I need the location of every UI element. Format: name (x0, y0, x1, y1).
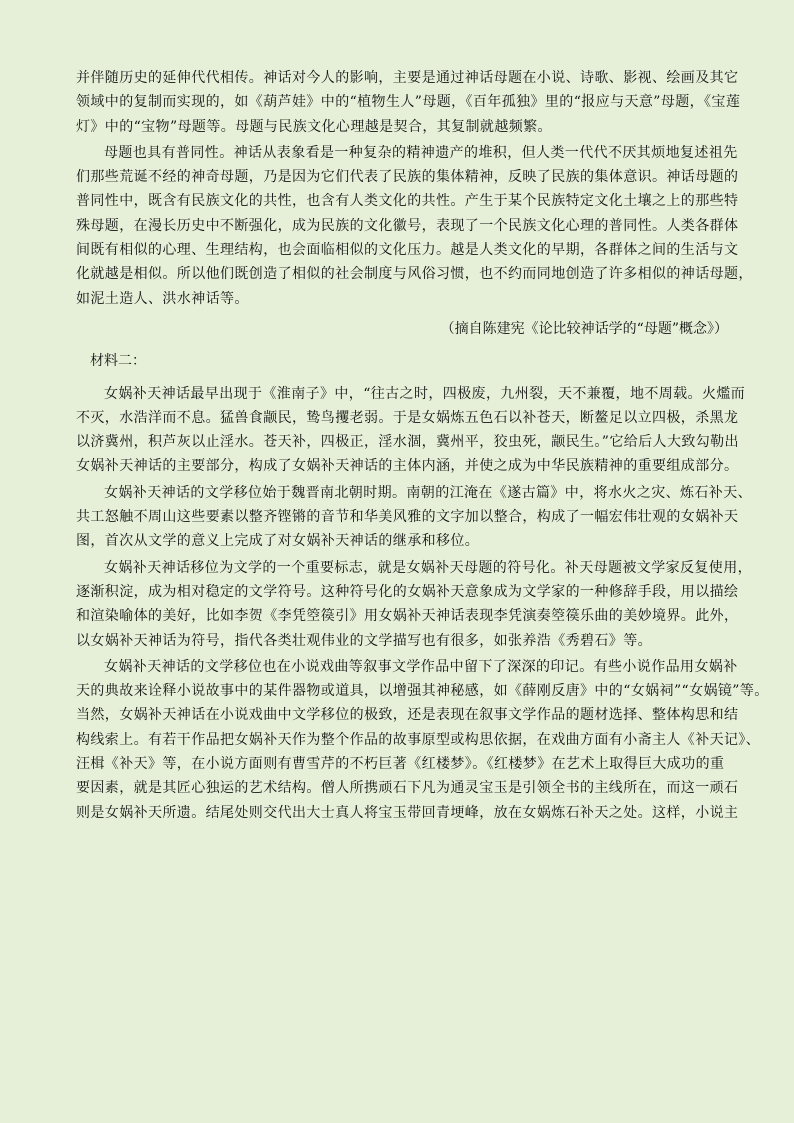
text-line: 和渲染喻体的美好，比如李贺《李凭箜篌引》用女娲补天神话表现李凭演奏箜篌乐曲的美妙境界。此外， (76, 608, 739, 625)
text-line: 图，首次从文学的意义上完成了对女娲补天神话的继承和移位。 (76, 533, 480, 550)
text-line: 女娲补天神话的文学移位也在小说戏曲等叙事文学作品中留下了深深的印记。有些小说作品用女娲补 (104, 658, 738, 675)
material2-paragraph-2 (76, 481, 752, 554)
material2-paragraph-1 (76, 382, 746, 479)
text-line: 普同性中，既含有民族文化的共性，也含有人类文化的共性。产生于某个民族特定文化土壤之上的那些特 (76, 193, 739, 210)
material2-paragraph-4 (76, 655, 769, 825)
text-line: 当然，女娲补天神话在小说戏曲中文学移位的极致，还是表现在叙事文学作品的题材选择、整体构思和结 (76, 707, 739, 724)
text-line: 间既有相似的心理、生理结构，也会面临相似的文化压力。越是人类文化的早期，各群体之间的生活与文 (76, 242, 739, 259)
text-line: 逐渐积淀，成为相对稳定的文学符号。这种符号化的女娲补天意象成为文学家的一种修辞手段，用以描绘 (76, 583, 739, 600)
text-line: 女娲补天神话的文学移位始于魏晋南北朝时期。南朝的江淹在《遂古篇》中，将水火之灾、炼石补天、 (104, 484, 752, 501)
text-line: 殊母题，在漫长历史中不断强化，成为民族的文化徽号，表现了一个民族文化心理的普同性。人类各群体 (76, 217, 739, 234)
text-line: 以女娲补天神话为符号，指代各类壮观伟业的文学描写也有很多，如张养浩《秀碧石》等。 (76, 632, 652, 649)
text-line: 女娲补天神话最早出现于《淮南子》中，“往古之时，四极废，九州裂，天不兼覆，地不周载。火爁而 (104, 385, 746, 402)
text-line: 们那些荒诞不经的神奇母题，乃是因为它们代表了民族的集体精神，反映了民族的集体意识。神话母题的 (76, 169, 739, 186)
material2-paragraph-3 (76, 556, 752, 653)
text-line: 如泥土造人、洪水神话等。 (76, 290, 249, 307)
text-line: 汪楫《补天》等，在小说方面则有曹雪芹的不朽巨著《红楼梦》。《红楼梦》在艺术上取得巨大成功的重 (76, 756, 725, 773)
text-line: 灯》中的“宝物”母题等。母题与民族文化心理越是契合，其复制就越频繁。 (76, 118, 552, 135)
material2-heading: 材料二： (90, 353, 146, 370)
text-line: 不灭，水浩洋而不息。猛兽食颛民，鸷鸟攫老弱。于是女娲炼五色石以补苍天，断鳌足以立四极，杀黑龙 (76, 409, 739, 426)
text-line: 化就越是相似。所以他们既创造了相似的社会制度与风俗习惯，也不约而同地创造了许多相似的神话母题， (76, 266, 753, 283)
source-citation: （摘自陈建宪《论比较神话学的“母题”概念》） (440, 320, 728, 337)
text-line: 则是女娲补天所遗。结尾处则交代出大士真人将宝玉带回青埂峰，放在女娲炼石补天之处。这样，小说主 (76, 804, 739, 821)
text-line: 以济冀州，积芦灰以止淫水。苍天补，四极正，淫水涸，冀州平，狡虫死，颛民生。”它给后人大致勾勒出 (76, 434, 739, 451)
text-line: 并伴随历史的延伸代代相传。神话对今人的影响，主要是通过神话母题在小说、诗歌、影视、绘画及其它 (76, 70, 739, 86)
text-line: 要因素，就是其匠心独运的艺术结构。僧人所携顽石下凡为通灵宝玉是引领全书的主线所在，而这一顽石 (76, 780, 739, 797)
text-line: 女娲补天神话的主要部分，构成了女娲补天神话的主体内涵，并使之成为中华民族精神的重要组成部分。 (76, 458, 739, 475)
text-line: 领域中的复制而实现的，如《葫芦娃》中的“植物生人”母题，《百年孤独》里的“报应与天意”母题，《宝莲 (76, 94, 741, 111)
material1-paragraph-1 (76, 66, 741, 139)
text-line: 天的典故来诠释小说故事中的某件器物或道具，以增强其神秘感，如《薛刚反唐》中的“女娲祠”“女娲镜”等。 (76, 683, 769, 700)
text-line: 构线索上。有若干作品把女娲补天作为整个作品的故事原型或构思依据，在戏曲方面有小斋主人《补天记》、 (76, 731, 761, 748)
text-line: 共工怒触不周山这些要素以整齐铿锵的音节和华美风雅的文字加以整合，构成了一幅宏伟壮观的女娲补天 (76, 509, 739, 526)
text-line: 女娲补天神话移位为文学的一个重要标志，就是女娲补天母题的符号化。补天母题被文学家反复使用， (104, 559, 752, 576)
material1-paragraph-2 (76, 141, 753, 311)
text-line: 母题也具有普同性。神话从表象看是一种复杂的精神遗产的堆积，但人类一代代不厌其烦地复述祖先 (104, 144, 738, 161)
